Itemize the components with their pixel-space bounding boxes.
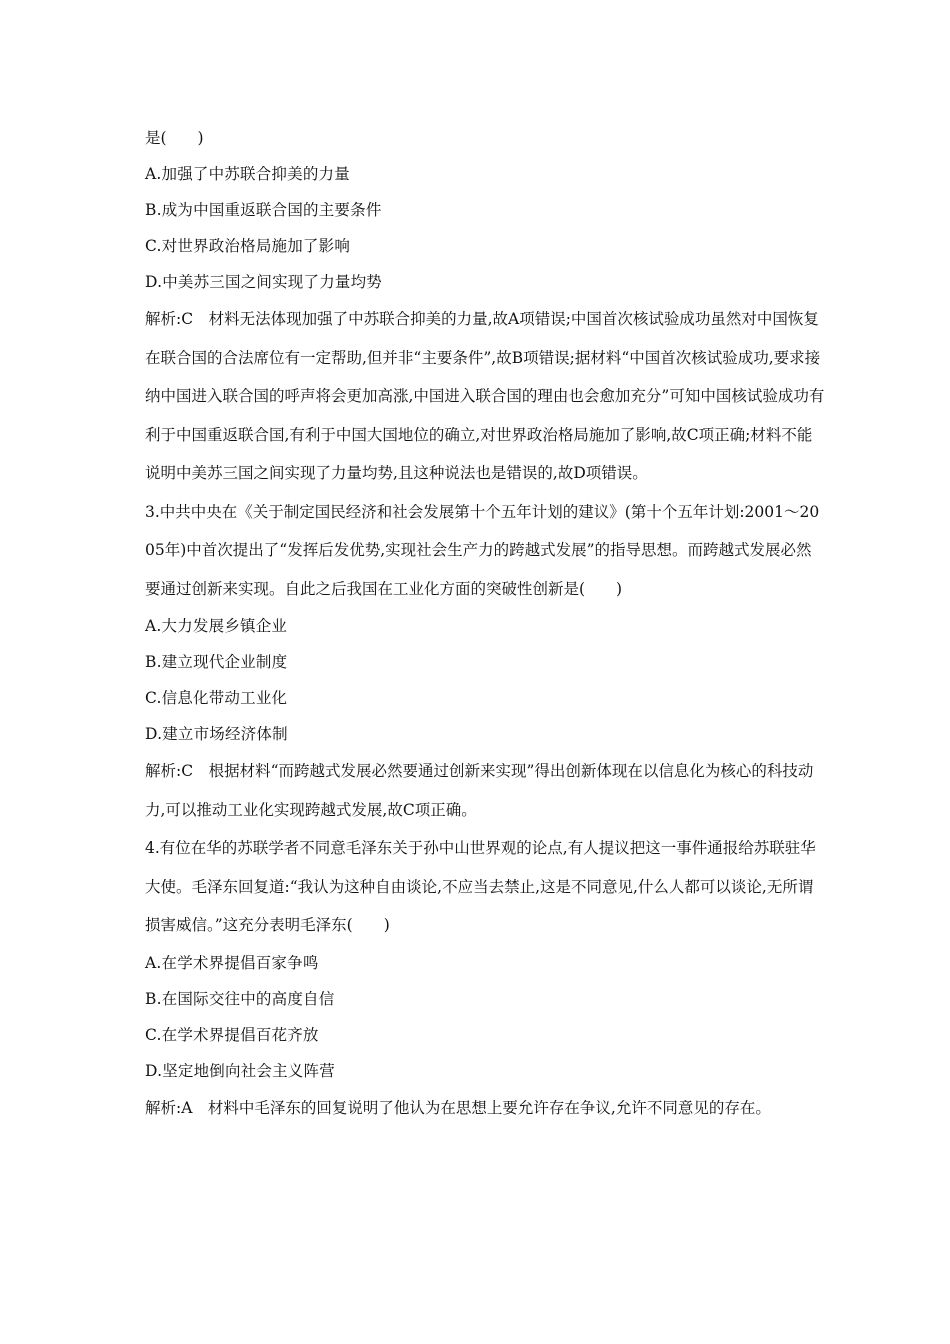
- question-4-option-c: C.在学术界提倡百花齐放: [145, 1025, 319, 1044]
- question-2-option-b: B.成为中国重返联合国的主要条件: [145, 201, 382, 219]
- question-3-analysis: 解析:C 根据材料“而跨越式发展必然要通过创新来实现”得出创新体现在以信息化为核心的科技动力,可以推动工业化实现跨越式发展,故C项正确。: [145, 762, 814, 819]
- question-2-stem-tail: 是( ): [145, 129, 204, 147]
- question-4-option-a: A.在学术界提倡百家争鸣: [145, 953, 319, 972]
- question-4-stem: 4.有位在华的苏联学者不同意毛泽东关于孙中山世界观的论点,有人提议把这一事件通报给苏联驻华大使。毛泽东回复道:“我认为这种自由谈论,不应当去禁止,这是不同意见,什么人都可以谈论,无所谓损害威信。”这充分表明毛泽东( ): [145, 839, 816, 934]
- question-4-analysis: 解析:A 材料中毛泽东的回复说明了他认为在思想上要允许存在争议,允许不同意见的存在。: [145, 1098, 771, 1117]
- question-2-option-a: A.加强了中苏联合抑美的力量: [145, 165, 350, 183]
- question-3-option-d: D.建立市场经济体制: [145, 725, 288, 743]
- question-3-option-b: B.建立现代企业制度: [145, 653, 288, 671]
- question-4-option-b: B.在国际交往中的高度自信: [145, 989, 335, 1008]
- question-4-option-d: D.坚定地倒向社会主义阵营: [145, 1061, 335, 1080]
- question-2-option-d: D.中美苏三国之间实现了力量均势: [145, 273, 383, 291]
- question-2-option-c: C.对世界政治格局施加了影响: [145, 237, 351, 255]
- question-3-stem: 3.中共中央在《关于制定国民经济和社会发展第十个五年计划的建议》(第十个五年计划:2001～2005年)中首次提出了“发挥后发优势,实现社会生产力的跨越式发展”的指导思想。而跨越式发展必然要通过创新来实现。自此之后我国在工业化方面的突破性创新是( ): [145, 502, 820, 598]
- question-2-analysis: 解析:C 材料无法体现加强了中苏联合抑美的力量,故A项错误;中国首次核试验成功虽然对中国恢复在联合国的合法席位有一定帮助,但并非“主要条件”,故B项错误;据材料“中国首次核试验成功,要求接纳中国进入联合国的呼声将会更加高涨,中国进入联合国的理由也会愈加充分”可知中国核试验成功有利于中国重返联合国,有利于中国大国地位的确立,对世界政治格局施加了影响,故C项正确;材料不能说明中美苏三国之间实现了力量均势,且这种说法也是错误的,故D项错误。: [145, 310, 825, 482]
- question-3-option-a: A.大力发展乡镇企业: [145, 617, 288, 635]
- question-3-option-c: C.信息化带动工业化: [145, 689, 288, 707]
- document-body: [145, 120, 825, 1127]
